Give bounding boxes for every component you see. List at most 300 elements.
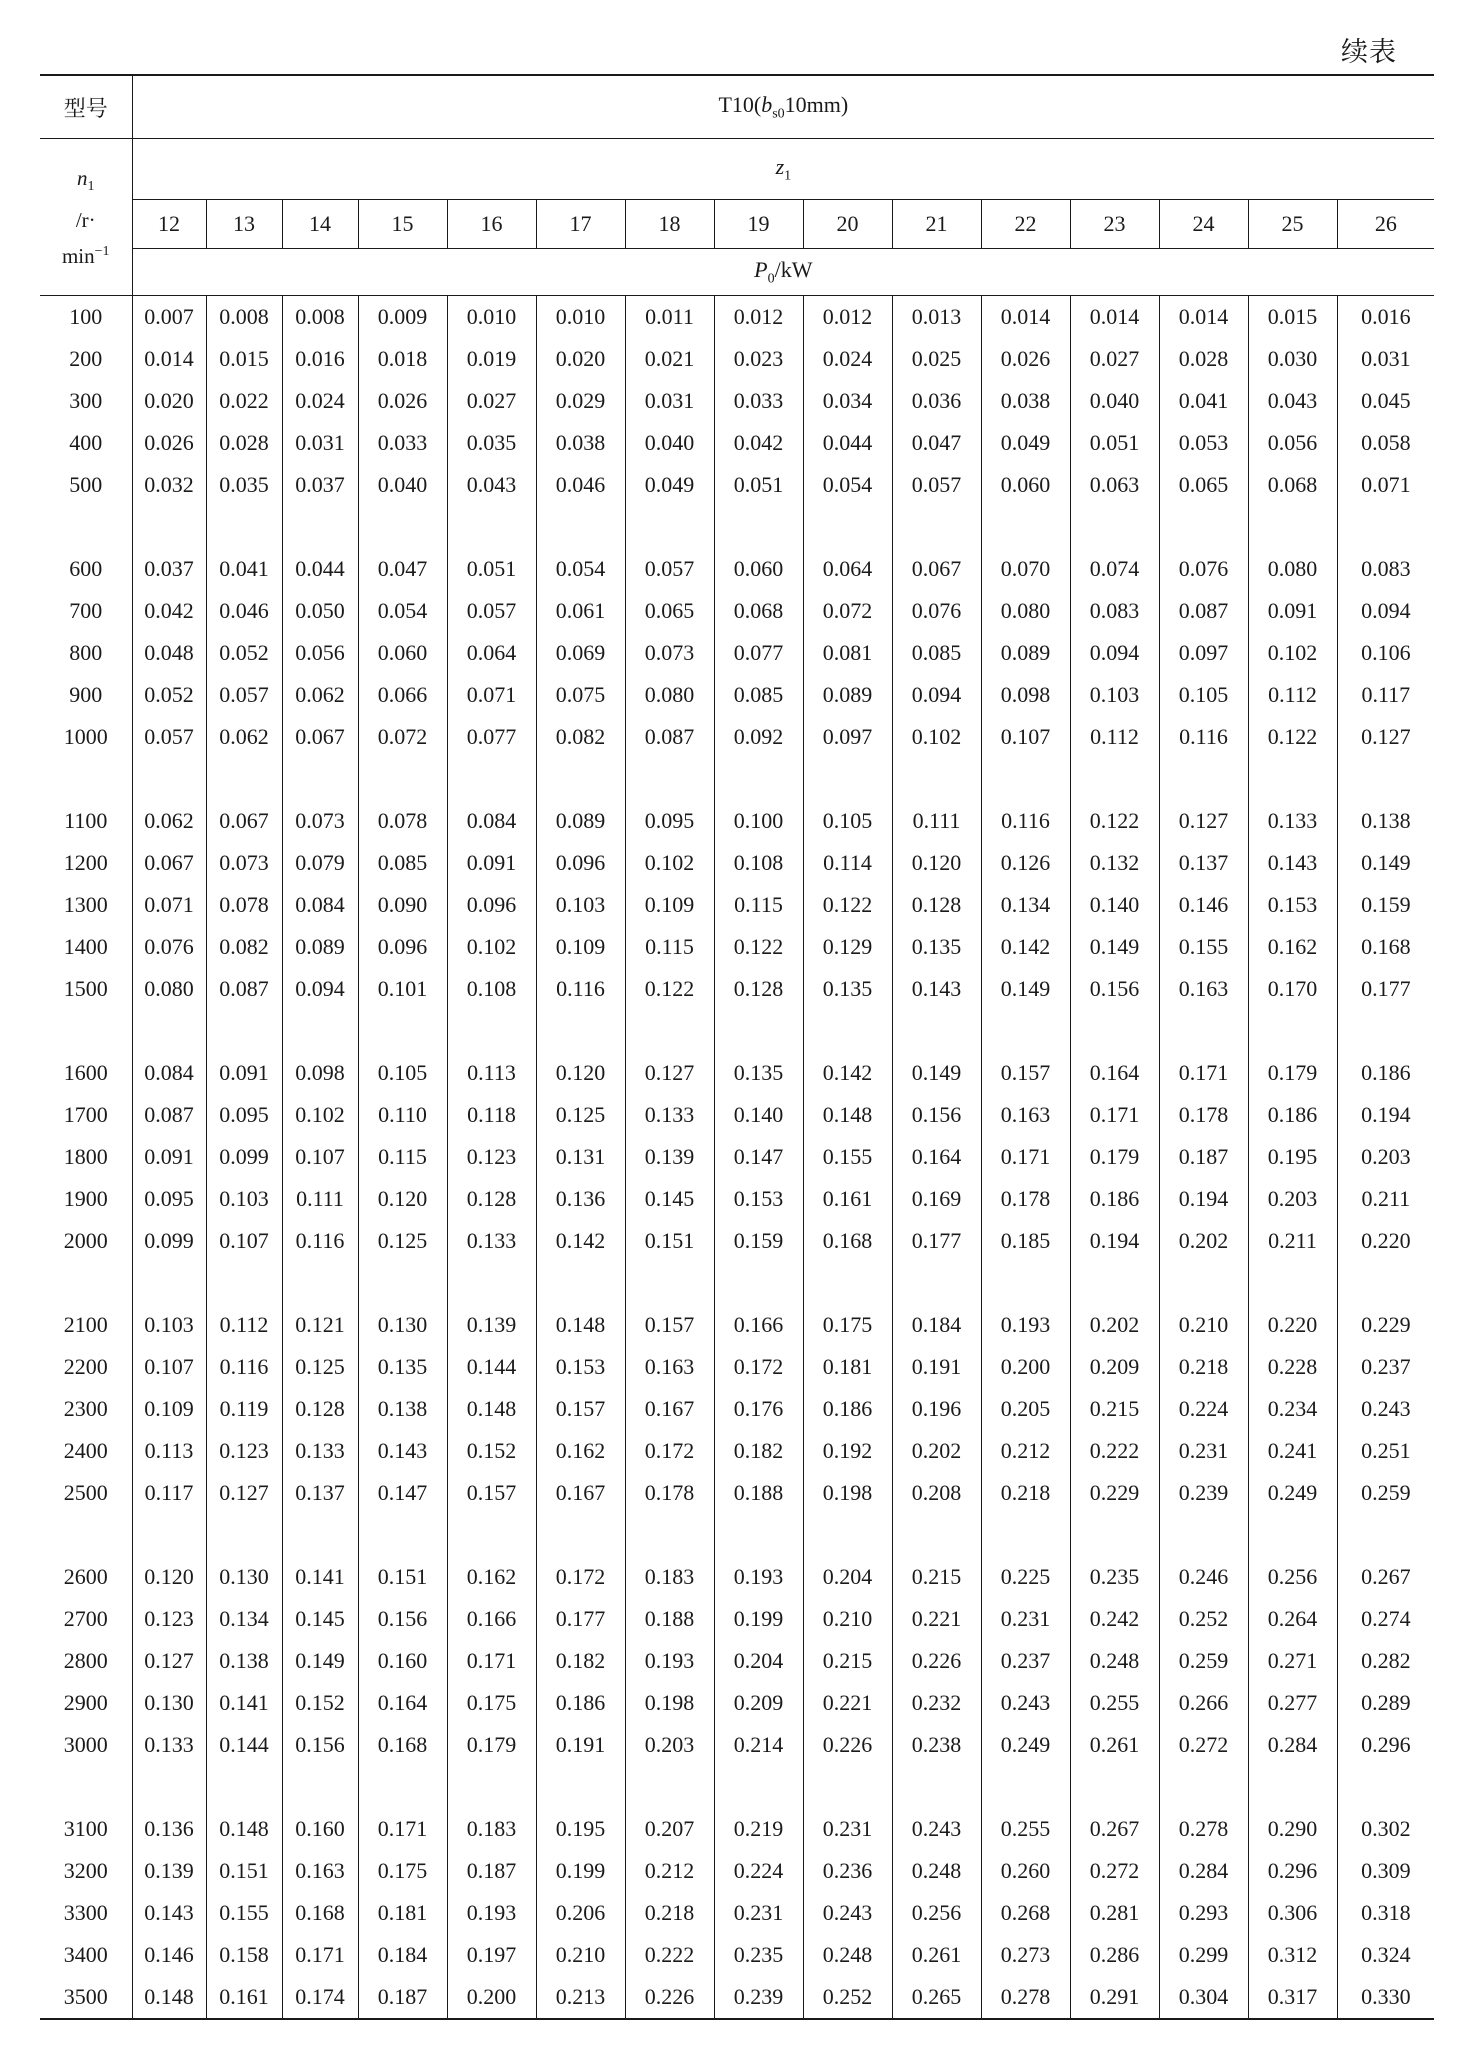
power-value-cell: 0.123 — [206, 1430, 282, 1472]
power-value-cell: 0.095 — [206, 1094, 282, 1136]
power-value-cell: 0.212 — [981, 1430, 1070, 1472]
spacer-cell — [1248, 1262, 1337, 1304]
power-value-cell: 0.146 — [1159, 884, 1248, 926]
power-value-cell: 0.203 — [1337, 1136, 1434, 1178]
power-value-cell: 0.078 — [358, 800, 447, 842]
power-value-cell: 0.082 — [536, 716, 625, 758]
power-value-cell: 0.166 — [447, 1598, 536, 1640]
power-value-cell: 0.215 — [803, 1640, 892, 1682]
spacer-cell — [536, 1514, 625, 1556]
power-value-cell: 0.114 — [803, 842, 892, 884]
power-value-cell: 0.084 — [447, 800, 536, 842]
power-value-cell: 0.237 — [981, 1640, 1070, 1682]
power-value-cell: 0.098 — [282, 1052, 358, 1094]
power-value-cell: 0.167 — [536, 1472, 625, 1514]
power-value-cell: 0.153 — [536, 1346, 625, 1388]
power-value-cell: 0.095 — [625, 800, 714, 842]
power-value-cell: 0.148 — [447, 1388, 536, 1430]
power-value-cell: 0.312 — [1248, 1934, 1337, 1976]
power-value-cell: 0.015 — [1248, 296, 1337, 339]
power-value-cell: 0.083 — [1337, 548, 1434, 590]
power-value-cell: 0.229 — [1070, 1472, 1159, 1514]
power-value-cell: 0.174 — [282, 1976, 358, 2019]
speed-cell: 2900 — [40, 1682, 132, 1724]
power-value-cell: 0.203 — [625, 1724, 714, 1766]
power-value-cell: 0.046 — [536, 464, 625, 506]
power-value-cell: 0.064 — [803, 548, 892, 590]
power-value-cell: 0.047 — [358, 548, 447, 590]
power-value-cell: 0.156 — [282, 1724, 358, 1766]
teeth-value-cell: 21 — [892, 200, 981, 249]
power-value-cell: 0.171 — [981, 1136, 1070, 1178]
speed-cell: 2100 — [40, 1304, 132, 1346]
spacer-cell — [625, 506, 714, 548]
speed-cell: 2500 — [40, 1472, 132, 1514]
speed-cell: 900 — [40, 674, 132, 716]
power-value-cell: 0.229 — [1337, 1304, 1434, 1346]
power-value-cell: 0.175 — [358, 1850, 447, 1892]
power-value-cell: 0.219 — [714, 1808, 803, 1850]
power-value-cell: 0.123 — [144, 1606, 194, 1631]
power-value-cell: 0.175 — [803, 1304, 892, 1346]
power-value-cell: 0.139 — [447, 1304, 536, 1346]
power-value-cell: 0.018 — [358, 338, 447, 380]
spacer-cell — [536, 758, 625, 800]
power-value-cell: 0.052 — [206, 632, 282, 674]
spacer-cell — [206, 506, 282, 548]
power-value-cell: 0.191 — [892, 1346, 981, 1388]
power-value-cell: 0.105 — [1159, 674, 1248, 716]
power-value-cell: 0.102 — [1248, 632, 1337, 674]
power-value-cell: 0.186 — [803, 1388, 892, 1430]
group-spacer — [40, 1514, 1434, 1556]
table-row — [40, 1346, 1434, 1388]
teeth-header: $z_1$ — [775, 153, 792, 184]
power-value-cell: 0.200 — [981, 1346, 1070, 1388]
power-value-cell: 0.040 — [1070, 380, 1159, 422]
power-value-cell: 0.136 — [536, 1178, 625, 1220]
power-value-cell: 0.133 — [1248, 800, 1337, 842]
speed-cell: 2700 — [40, 1598, 132, 1640]
power-value-cell: 0.176 — [714, 1388, 803, 1430]
spacer-cell — [132, 1514, 206, 1556]
power-value-cell: 0.210 — [536, 1934, 625, 1976]
power-value-cell: 0.024 — [282, 380, 358, 422]
power-value-cell: 0.089 — [803, 674, 892, 716]
power-value-cell: 0.050 — [282, 590, 358, 632]
table-row — [40, 464, 1434, 506]
power-value-cell: 0.026 — [981, 338, 1070, 380]
power-value-cell: 0.198 — [625, 1682, 714, 1724]
table-row — [40, 1682, 1434, 1724]
power-value-cell: 0.182 — [536, 1640, 625, 1682]
power-value-cell: 0.143 — [144, 1900, 194, 1925]
spacer-cell — [981, 1514, 1070, 1556]
power-value-cell: 0.179 — [447, 1724, 536, 1766]
power-value-cell: 0.030 — [1248, 338, 1337, 380]
power-value-cell: 0.149 — [892, 1052, 981, 1094]
spacer-cell — [892, 506, 981, 548]
table-row — [40, 1808, 1434, 1850]
power-value-cell: 0.077 — [714, 632, 803, 674]
power-value-cell: 0.172 — [536, 1556, 625, 1598]
power-value-cell: 0.134 — [206, 1598, 282, 1640]
power-value-cell: 0.128 — [282, 1388, 358, 1430]
speed-cell: 2300 — [40, 1388, 132, 1430]
power-value-cell: 0.102 — [282, 1094, 358, 1136]
power-value-cell: 0.193 — [625, 1640, 714, 1682]
power-value-cell: 0.135 — [714, 1052, 803, 1094]
power-value-cell: 0.096 — [358, 926, 447, 968]
spacer-cell — [1070, 1262, 1159, 1304]
power-value-cell: 0.067 — [206, 800, 282, 842]
power-value-cell: 0.049 — [625, 464, 714, 506]
power-value-cell: 0.022 — [206, 380, 282, 422]
power-value-cell: 0.097 — [1159, 632, 1248, 674]
power-value-cell: 0.112 — [206, 1304, 282, 1346]
power-value-cell: 0.049 — [981, 422, 1070, 464]
spacer-cell — [282, 1766, 358, 1808]
teeth-value-cell: 16 — [447, 200, 536, 249]
spacer-cell — [1248, 1514, 1337, 1556]
power-value-cell: 0.157 — [536, 1388, 625, 1430]
power-value-cell: 0.252 — [1159, 1598, 1248, 1640]
power-value-cell: 0.107 — [206, 1220, 282, 1262]
power-value-cell: 0.231 — [1159, 1430, 1248, 1472]
speed-cell: 1900 — [40, 1178, 132, 1220]
power-value-cell: 0.127 — [206, 1472, 282, 1514]
power-value-cell: 0.044 — [282, 548, 358, 590]
spacer-cell — [1159, 1262, 1248, 1304]
speed-cell: 3200 — [40, 1850, 132, 1892]
spacer-cell — [447, 1262, 536, 1304]
power-value-cell: 0.202 — [892, 1430, 981, 1472]
spacer-cell — [282, 506, 358, 548]
power-value-cell: 0.195 — [536, 1808, 625, 1850]
power-value-cell: 0.076 — [144, 934, 194, 959]
speed-cell: 2400 — [40, 1430, 132, 1472]
power-value-cell: 0.249 — [1248, 1472, 1337, 1514]
power-value-cell: 0.089 — [536, 800, 625, 842]
power-value-cell: 0.228 — [1248, 1346, 1337, 1388]
power-value-cell: 0.179 — [1070, 1136, 1159, 1178]
power-value-cell: 0.075 — [536, 674, 625, 716]
power-value-cell: 0.142 — [803, 1052, 892, 1094]
power-value-cell: 0.145 — [625, 1178, 714, 1220]
power-value-cell: 0.159 — [1337, 884, 1434, 926]
power-value-cell: 0.126 — [981, 842, 1070, 884]
power-value-cell: 0.188 — [714, 1472, 803, 1514]
power-value-cell: 0.094 — [1070, 632, 1159, 674]
power-value-cell: 0.203 — [1248, 1178, 1337, 1220]
power-value-cell: 0.010 — [447, 296, 536, 339]
spacer-cell — [447, 758, 536, 800]
power-value-cell: 0.151 — [625, 1220, 714, 1262]
spacer-cell — [206, 1514, 282, 1556]
power-value-cell: 0.226 — [892, 1640, 981, 1682]
power-value-cell: 0.084 — [282, 884, 358, 926]
power-value-cell: 0.131 — [536, 1136, 625, 1178]
speed-cell: 3400 — [40, 1934, 132, 1976]
spacer-cell — [981, 1262, 1070, 1304]
power-value-cell: 0.142 — [536, 1220, 625, 1262]
spacer-cell — [1248, 1766, 1337, 1808]
power-value-cell: 0.209 — [1070, 1346, 1159, 1388]
power-value-cell: 0.102 — [447, 926, 536, 968]
power-value-cell: 0.296 — [1248, 1850, 1337, 1892]
power-value-cell: 0.024 — [803, 338, 892, 380]
power-value-cell: 0.141 — [206, 1682, 282, 1724]
table-row — [40, 632, 1434, 674]
power-value-cell: 0.286 — [1070, 1934, 1159, 1976]
power-value-cell: 0.302 — [1337, 1808, 1434, 1850]
power-value-cell: 0.206 — [536, 1892, 625, 1934]
speed-cell: 800 — [40, 632, 132, 674]
power-value-cell: 0.025 — [892, 338, 981, 380]
table-row — [40, 1178, 1434, 1220]
power-value-cell: 0.128 — [714, 968, 803, 1010]
power-value-cell: 0.080 — [1248, 548, 1337, 590]
power-value-cell: 0.214 — [714, 1724, 803, 1766]
teeth-value-cell: 24 — [1159, 200, 1248, 249]
power-value-cell: 0.324 — [1337, 1934, 1434, 1976]
model-label: 型号 — [40, 75, 132, 139]
power-value-cell: 0.243 — [1337, 1388, 1434, 1430]
power-value-cell: 0.073 — [625, 632, 714, 674]
table-row — [40, 422, 1434, 464]
power-value-cell: 0.012 — [803, 296, 892, 339]
teeth-value-cell: 17 — [536, 200, 625, 249]
power-value-cell: 0.232 — [892, 1682, 981, 1724]
power-value-cell: 0.291 — [1070, 1976, 1159, 2019]
spacer-cell — [536, 1262, 625, 1304]
power-value-cell: 0.204 — [803, 1556, 892, 1598]
power-value-cell: 0.100 — [714, 800, 803, 842]
power-value-cell: 0.249 — [981, 1724, 1070, 1766]
power-value-cell: 0.091 — [144, 1144, 194, 1169]
power-value-cell: 0.057 — [892, 464, 981, 506]
power-value-cell: 0.239 — [1159, 1472, 1248, 1514]
power-value-cell: 0.107 — [981, 716, 1070, 758]
power-value-cell: 0.215 — [1070, 1388, 1159, 1430]
table-row — [40, 716, 1434, 758]
power-value-cell: 0.159 — [714, 1220, 803, 1262]
spacer-cell — [40, 1766, 132, 1808]
table-row — [40, 1892, 1434, 1934]
power-value-cell: 0.120 — [892, 842, 981, 884]
power-value-cell: 0.178 — [981, 1178, 1070, 1220]
power-value-cell: 0.145 — [282, 1598, 358, 1640]
power-value-cell: 0.056 — [1248, 422, 1337, 464]
power-value-cell: 0.162 — [1248, 926, 1337, 968]
spacer-cell — [1159, 506, 1248, 548]
spacer-cell — [981, 1010, 1070, 1052]
power-value-cell: 0.112 — [1248, 674, 1337, 716]
power-value-cell: 0.193 — [447, 1892, 536, 1934]
power-value-cell: 0.122 — [625, 968, 714, 1010]
power-value-cell: 0.200 — [447, 1976, 536, 2019]
power-value-cell: 0.220 — [1248, 1304, 1337, 1346]
speed-cell: 100 — [40, 296, 132, 339]
table-row — [40, 1472, 1434, 1514]
power-value-cell: 0.057 — [447, 590, 536, 632]
power-value-cell: 0.267 — [1070, 1808, 1159, 1850]
speed-cell: 1400 — [40, 926, 132, 968]
power-value-cell: 0.149 — [1337, 842, 1434, 884]
power-value-cell: 0.051 — [714, 464, 803, 506]
power-value-cell: 0.045 — [1337, 380, 1434, 422]
spacer-cell — [1248, 1010, 1337, 1052]
power-value-cell: 0.071 — [144, 892, 194, 917]
teeth-value-cell: 13 — [206, 200, 282, 249]
power-value-cell: 0.168 — [358, 1724, 447, 1766]
power-value-cell: 0.204 — [714, 1640, 803, 1682]
power-value-cell: 0.278 — [1159, 1808, 1248, 1850]
spacer-cell — [40, 1514, 132, 1556]
power-value-cell: 0.016 — [282, 338, 358, 380]
power-value-cell: 0.141 — [282, 1556, 358, 1598]
power-value-cell: 0.202 — [1070, 1304, 1159, 1346]
spacer-cell — [1159, 1010, 1248, 1052]
table-row — [40, 338, 1434, 380]
power-value-cell: 0.164 — [358, 1682, 447, 1724]
power-value-cell: 0.147 — [714, 1136, 803, 1178]
power-value-cell: 0.259 — [1337, 1472, 1434, 1514]
power-value-cell: 0.080 — [144, 976, 194, 1001]
power-value-cell: 0.083 — [1070, 590, 1159, 632]
spacer-cell — [40, 1010, 132, 1052]
power-value-cell: 0.067 — [892, 548, 981, 590]
power-value-cell: 0.148 — [803, 1094, 892, 1136]
power-value-cell: 0.235 — [714, 1934, 803, 1976]
power-value-cell: 0.067 — [144, 850, 194, 875]
power-value-cell: 0.061 — [536, 590, 625, 632]
power-value-cell: 0.194 — [1070, 1220, 1159, 1262]
teeth-value-cell: 15 — [358, 200, 447, 249]
power-value-cell: 0.107 — [282, 1136, 358, 1178]
power-value-cell: 0.077 — [447, 716, 536, 758]
table-row — [40, 1388, 1434, 1430]
power-value-cell: 0.103 — [206, 1178, 282, 1220]
power-value-cell: 0.261 — [1070, 1724, 1159, 1766]
spacer-cell — [1070, 1010, 1159, 1052]
power-value-cell: 0.153 — [1248, 884, 1337, 926]
speed-cell: 3500 — [40, 1976, 132, 2019]
power-value-cell: 0.234 — [1248, 1388, 1337, 1430]
spacer-cell — [1070, 506, 1159, 548]
power-value-cell: 0.067 — [282, 716, 358, 758]
power-value-cell: 0.026 — [358, 380, 447, 422]
power-value-cell: 0.161 — [206, 1976, 282, 2019]
power-value-cell: 0.078 — [206, 884, 282, 926]
power-value-cell: 0.162 — [536, 1430, 625, 1472]
power-value-cell: 0.235 — [1070, 1556, 1159, 1598]
power-value-cell: 0.073 — [282, 800, 358, 842]
power-value-cell: 0.261 — [892, 1934, 981, 1976]
spacer-cell — [981, 506, 1070, 548]
power-value-cell: 0.186 — [1337, 1052, 1434, 1094]
spacer-cell — [892, 1262, 981, 1304]
power-value-cell: 0.051 — [447, 548, 536, 590]
power-value-cell: 0.184 — [892, 1304, 981, 1346]
power-value-cell: 0.038 — [536, 422, 625, 464]
spacer-cell — [892, 1010, 981, 1052]
power-value-cell: 0.042 — [144, 598, 194, 623]
power-value-cell: 0.238 — [892, 1724, 981, 1766]
spacer-cell — [132, 1262, 206, 1304]
power-value-cell: 0.127 — [1337, 716, 1434, 758]
spacer-cell — [1337, 1262, 1434, 1304]
power-value-cell: 0.120 — [358, 1178, 447, 1220]
power-value-cell: 0.122 — [803, 884, 892, 926]
power-value-cell: 0.103 — [144, 1312, 194, 1337]
power-value-cell: 0.062 — [282, 674, 358, 716]
power-value-cell: 0.318 — [1337, 1892, 1434, 1934]
power-value-cell: 0.149 — [1070, 926, 1159, 968]
power-value-cell: 0.066 — [358, 674, 447, 716]
teeth-values-row — [40, 200, 1434, 249]
power-value-cell: 0.224 — [714, 1850, 803, 1892]
power-value-cell: 0.108 — [714, 842, 803, 884]
power-value-cell: 0.144 — [447, 1346, 536, 1388]
spacer-cell — [206, 1010, 282, 1052]
power-value-cell: 0.125 — [358, 1220, 447, 1262]
power-value-cell: 0.259 — [1159, 1640, 1248, 1682]
power-value-cell: 0.183 — [447, 1808, 536, 1850]
power-value-cell: 0.168 — [803, 1220, 892, 1262]
power-value-cell: 0.248 — [892, 1850, 981, 1892]
teeth-value-cell: 12 — [132, 200, 206, 249]
spacer-cell — [358, 1766, 447, 1808]
power-value-cell: 0.221 — [803, 1682, 892, 1724]
power-value-cell: 0.015 — [206, 338, 282, 380]
power-value-cell: 0.087 — [206, 968, 282, 1010]
power-value-cell: 0.195 — [1248, 1136, 1337, 1178]
power-value-cell: 0.012 — [714, 296, 803, 339]
power-value-cell: 0.117 — [144, 1480, 194, 1505]
power-value-cell: 0.186 — [1248, 1094, 1337, 1136]
spacer-cell — [358, 758, 447, 800]
power-value-cell: 0.142 — [981, 926, 1070, 968]
power-value-cell: 0.158 — [206, 1934, 282, 1976]
power-value-cell: 0.057 — [144, 724, 194, 749]
power-value-cell: 0.268 — [981, 1892, 1070, 1934]
power-value-cell: 0.099 — [144, 1228, 194, 1253]
teeth-value-cell: 18 — [625, 200, 714, 249]
power-value-cell: 0.151 — [358, 1556, 447, 1598]
power-value-cell: 0.248 — [803, 1934, 892, 1976]
spacer-cell — [803, 1010, 892, 1052]
table-row — [40, 1934, 1434, 1976]
power-value-cell: 0.116 — [1159, 716, 1248, 758]
power-value-cell: 0.256 — [892, 1892, 981, 1934]
power-value-cell: 0.163 — [282, 1850, 358, 1892]
teeth-value-cell: 23 — [1070, 200, 1159, 249]
power-value-cell: 0.267 — [1337, 1556, 1434, 1598]
spacer-cell — [206, 1262, 282, 1304]
power-value-cell: 0.123 — [447, 1136, 536, 1178]
power-value-cell: 0.009 — [358, 296, 447, 339]
teeth-value-cell: 20 — [803, 200, 892, 249]
power-value-cell: 0.160 — [358, 1640, 447, 1682]
speed-cell: 200 — [40, 338, 132, 380]
power-value-cell: 0.120 — [536, 1052, 625, 1094]
table-row — [40, 1598, 1434, 1640]
power-value-cell: 0.177 — [536, 1598, 625, 1640]
model-value: $T10(b_{s0}10mm)$ — [132, 75, 1434, 139]
power-value-cell: 0.213 — [536, 1976, 625, 2019]
power-value-cell: 0.210 — [803, 1598, 892, 1640]
